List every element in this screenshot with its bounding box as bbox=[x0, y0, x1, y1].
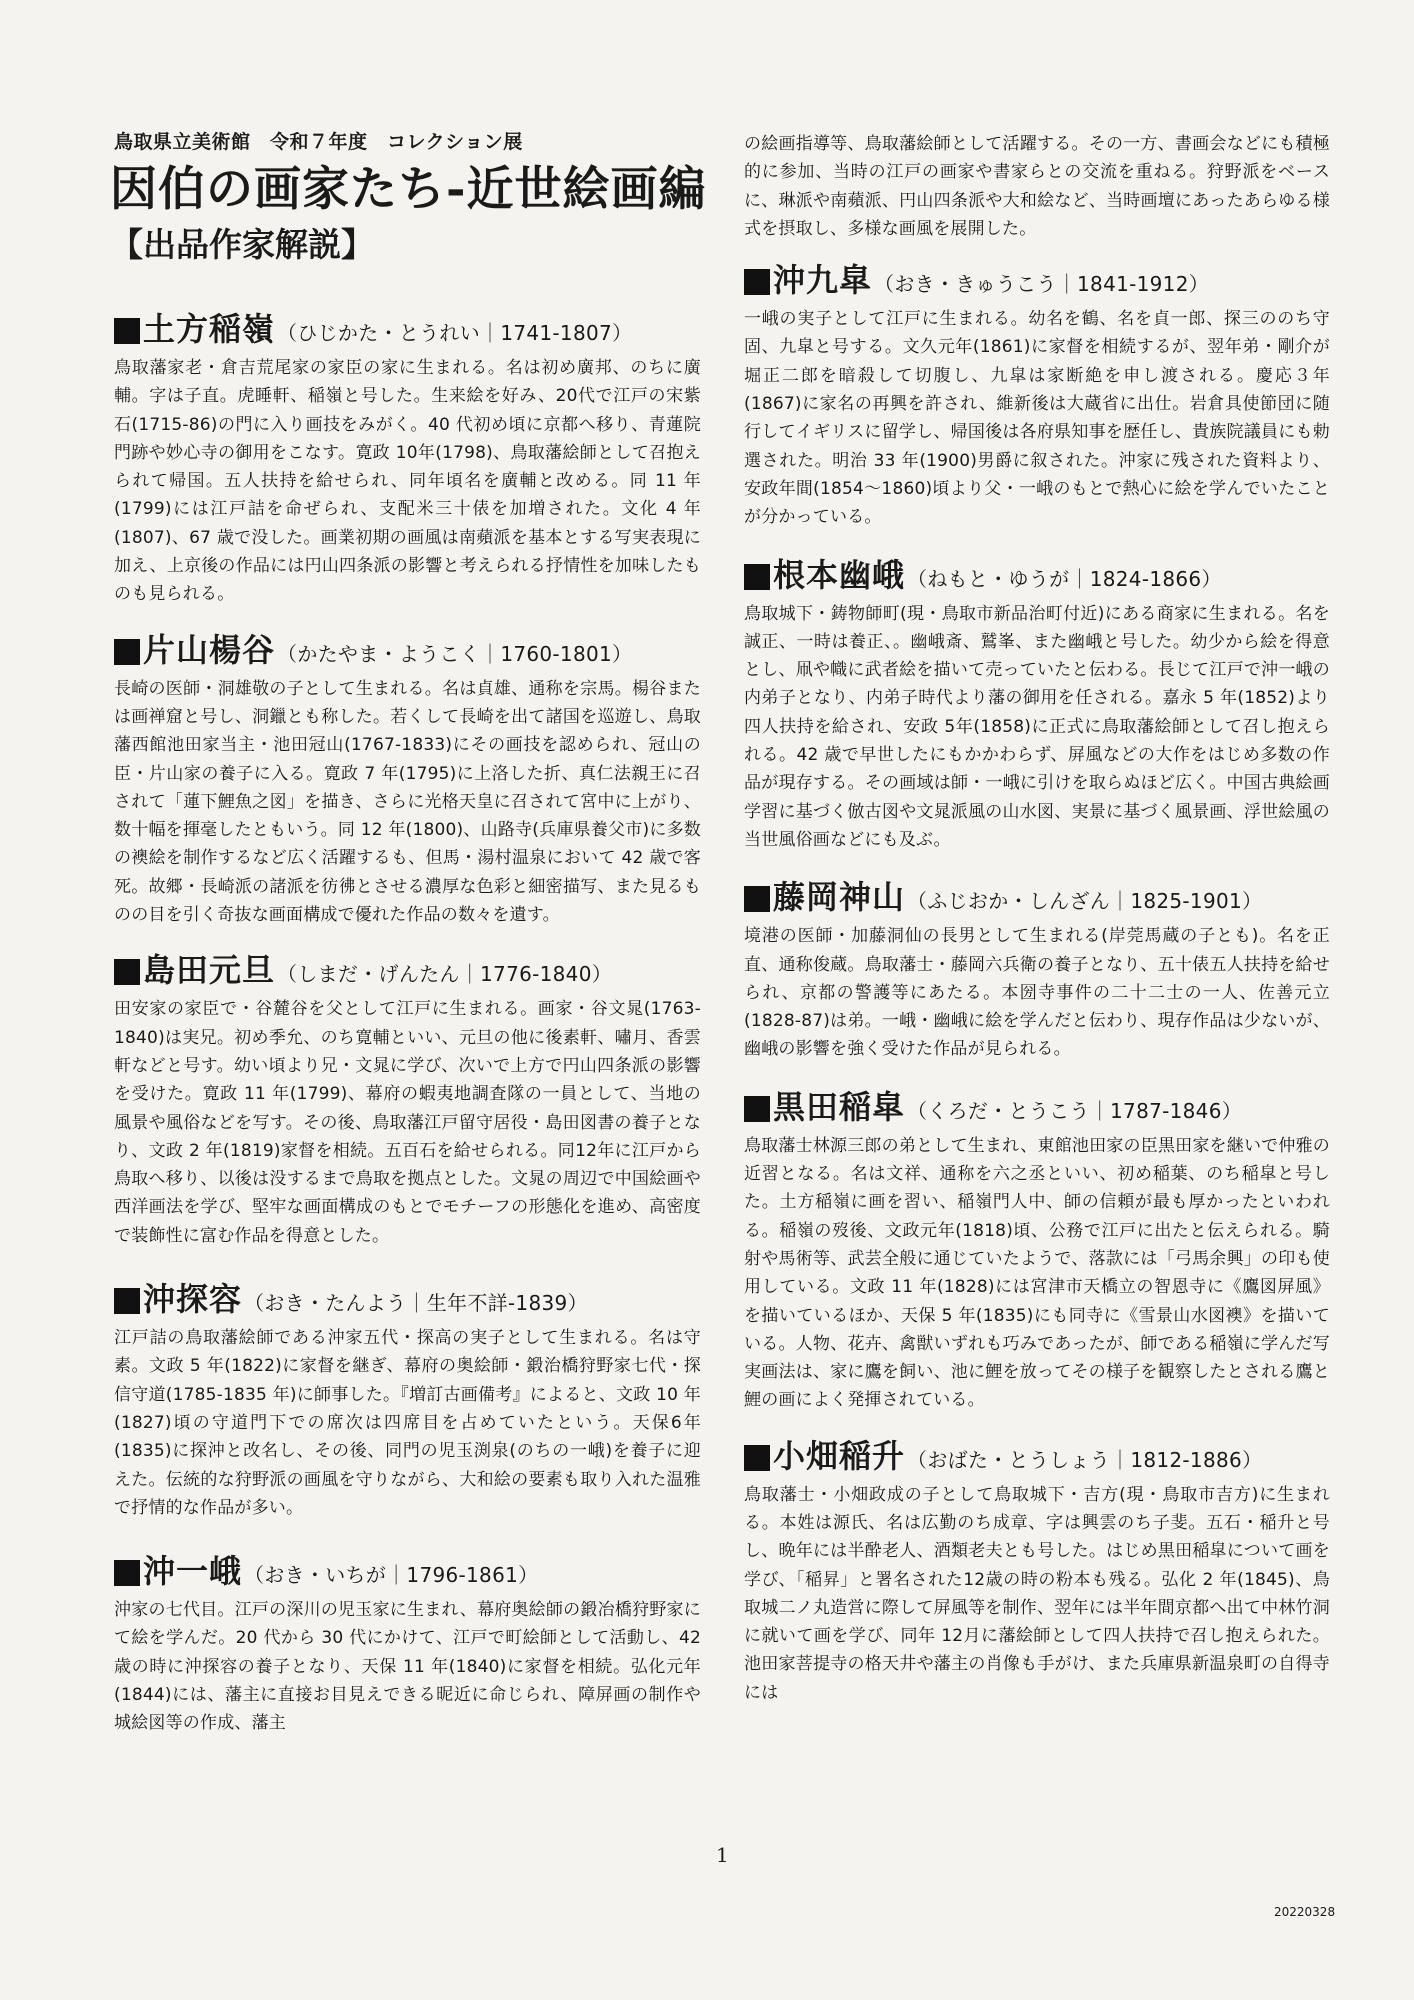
artist-bio: 一峨の実子として江戸に生まれる。幼名を鶴、名を貞一郎、探三ののち守固、九皐と号する。文久元年(1861)に家督を相続するが、翌年弟・剛介が堀正二郎を暗殺して切腹し、九皐は家断絶を申し渡される。慶応３年(1867)に家名の再興を許され、維新後は大蔵省に出仕。岩倉具使節団に随行してイギリスに留学し、帰国後は各府県知事を歴任し、貴族院議員にも勅選された。明治 33 年(1900)男爵に叙された。沖家に残された資料より、安政年間(1854～1860)頃より父・一峨のもとで熱心に絵を学んでいたことが分かっている。 bbox=[744, 309, 1330, 528]
artist-heading bbox=[744, 876, 1330, 922]
square-bullet-icon bbox=[114, 1560, 140, 1586]
artist-reading-dates: （おき・いちが｜1796-1861） bbox=[244, 1563, 539, 1588]
continued-bio-oki-ichiga: の絵画指導等、鳥取藩絵師として活躍する。その一方、書画会などにも積極的に参加、当時の江戸の画家や書家らとの交流を重ねる。狩野派をベースに、琳派や南蘋派、円山四条派や大和絵など、当時画壇にあったあらゆる様式を摂取し、多様な画風を展開した。 bbox=[744, 134, 1330, 239]
artist-name: 土方稲嶺 bbox=[143, 310, 276, 348]
artist-entry-nemoto-yuga bbox=[744, 554, 1330, 855]
artist-reading-dates: （しまだ・げんたん｜1776-1840） bbox=[277, 962, 613, 987]
artist-heading bbox=[114, 308, 701, 354]
org-line: 鳥取県立美術館 令和７年度 コレクション展 bbox=[114, 131, 523, 153]
document-code: 20220328 bbox=[1274, 1905, 1336, 1919]
artist-heading bbox=[114, 1550, 701, 1596]
artist-reading-dates: （かたやま・ようこく｜1760-1801） bbox=[277, 641, 633, 666]
square-bullet-icon bbox=[744, 269, 770, 295]
square-bullet-icon bbox=[744, 886, 770, 912]
artist-entry-shimada-gentan bbox=[114, 949, 701, 1250]
artist-heading bbox=[744, 1086, 1330, 1132]
artist-heading bbox=[744, 1435, 1330, 1481]
square-bullet-icon bbox=[114, 318, 140, 344]
artist-heading bbox=[744, 554, 1330, 600]
page-number: 1 bbox=[716, 1843, 729, 1867]
artist-bio: 鳥取藩士林源三郎の弟として生まれ、東館池田家の臣黒田家を継いで仲雅の近習となる。名は文祥、通称を六之丞といい、初め稲葉、のち稲皐と号した。土方稲嶺に画を習い、稲嶺門人中、師の信頼が最も厚かったといわれる。稲嶺の歿後、文政元年(1818)頃、公務で江戸に出たと伝えられる。騎射や馬術等、武芸全般に通じていたようで、落款には「弓馬余興」の印も使用している。文政 11 年(1828)には宮津市天橋立の智恩寺に《鷹図屏風》を描いているほか、天保 5 年(1835)にも同寺に《雪景山水図襖》を描いている。人物、花卉、禽獣いずれも巧みであったが、師である稲嶺に学んだ写実画法は、家に鷹を飼い、池に鯉を放ってその様子を観察したとされる鷹と鯉の画によく発揮されている。 bbox=[744, 1135, 1330, 1411]
artist-reading-dates: （ひじかた・とうれい｜1741-1807） bbox=[277, 321, 633, 345]
artist-entry-fujioka-shinzan bbox=[744, 876, 1330, 1063]
artist-reading-dates: （おばた・とうしょう｜1812-1886） bbox=[907, 1447, 1263, 1472]
artist-bio: 境港の医師・加藤洞仙の長男として生まれる(岸莞馬蔵の子とも)。名を正直、通称俊蔵。鳥取藩士・藤岡六兵衛の養子となり、五十俵五人扶持を給せられ、京都の警護等にあたる。本圀寺事件の二十二士の一人、佐善元立(1828-87)は弟。一峨・幽峨に絵を学んだと伝わり、現存作品は少ないが、幽峨の影響を強く受けた作品が見られる。 bbox=[744, 926, 1330, 1060]
square-bullet-icon bbox=[744, 1445, 770, 1471]
artist-bio: 江戸詰の鳥取藩絵師である沖家五代・探高の実子として生まれる。名は守素。文政 5 年(1822)に家督を継ぎ、幕府の奥絵師・鍛治橋狩野家七代・探信守道(1785-1835 年)に師事した。『増訂古画備考』によると、文政 10 年(1827)頃の守道門下での席次は四席目を占めていたという。天保6年(1835)に探沖と改名し、その後、同門の児玉渕泉(のちの一峨)を養子に迎えた。伝統的な狩野派の画風を守りながら、大和絵の要素も取り入れた温雅で抒情的な作品が多い。 bbox=[114, 1328, 701, 1518]
artist-reading-dates: （ねもと・ゆうが｜1824-1866） bbox=[907, 566, 1222, 591]
artist-bio: 沖家の七代目。江戸の深川の児玉家に生まれ、幕府奥絵師の鍛冶橋狩野家にて絵を学んだ。20 代から 30 代にかけて、江戸で町絵師として活動し、42 歳の時に沖探容の養子となり、天保 11 年(1840)に家督を相続。弘化元年(1844)には、藩主に直接お目見えできる昵近に命じられ、障屏画の制作や城絵図等の作成、藩主 bbox=[114, 1600, 701, 1734]
artist-entry-hijikata-torei bbox=[114, 308, 701, 609]
left-column bbox=[110, 128, 707, 1738]
artist-name: 島田元旦 bbox=[143, 951, 276, 990]
artist-bio: 鳥取藩家老・倉吉荒尾家の家臣の家に生まれる。名は初め廣邦、のちに廣輔。字は子直。虎睡軒、稲嶺と号した。生来絵を好み、20代で江戸の宋紫石(1715-86)の門に入り画技をみがく。40 代初め頃に京都へ移り、青蓮院門跡や妙心寺の御用をこなす。寛政 10年(1798)、鳥取藩絵師として召抱えられて帰国。五人扶持を給せられ、同年頃名を廣輔と改める。同 11 年(1799)には江戸詰を命ぜられ、支配米三十俵を加増された。文化 4 年(1807)、67 歳で没した。画業初期の画風は南蘋派を基本とする写実表現に加え、上京後の作品には円山四条派の影響と考えられる抒情性を加味したものも見られる。 bbox=[114, 358, 701, 605]
artist-entry-obata-tosho bbox=[744, 1435, 1330, 1707]
artist-name: 根本幽峨 bbox=[773, 555, 906, 594]
artist-heading bbox=[114, 949, 701, 995]
page-subtitle: 【出品作家解説】 bbox=[110, 225, 374, 264]
page-title: 因伯の画家たち‐近世絵画編 bbox=[110, 162, 707, 217]
artist-entry-oki-tanyo bbox=[114, 1278, 701, 1522]
artist-name: 沖一峨 bbox=[143, 1552, 243, 1591]
artist-name: 藤岡神山 bbox=[773, 878, 906, 917]
artist-entry-oki-kyuko bbox=[744, 259, 1330, 531]
artist-name: 黒田稲皐 bbox=[773, 1087, 906, 1126]
square-bullet-icon bbox=[744, 1096, 770, 1122]
artist-heading bbox=[744, 259, 1330, 305]
artist-entry-katayama-yokoku bbox=[114, 629, 701, 930]
square-bullet-icon bbox=[114, 959, 140, 985]
artist-name: 片山楊谷 bbox=[143, 630, 276, 669]
artist-bio: 長崎の医師・洞雄敬の子として生まれる。名は貞雄、通称を宗馬。楊谷または画禅窟と号し、洞鑞とも称した。若くして長崎を出て諸国を巡遊し、鳥取藩西館池田家当主・池田冠山(1767-1833)にその画技を認められ、冠山の臣・片山家の養子に入る。寛政 7 年(1795)に上洛した折、真仁法親王に召されて「蓮下鯉魚之図」を描き、さらに光格天皇に召されて宮中に上がり、数十幅を揮毫したともいう。同 12 年(1800)、山路寺(兵庫県養父市)に多数の襖絵を制作するなど広く活躍するも、但馬・湯村温泉において 42 歳で客死。故郷・長崎派の諸派を彷彿とさせる濃厚な色彩と細密描写、また見るものの目を引く奇抜な画面構成で優れた作品の数々を遺す。 bbox=[114, 678, 701, 926]
artist-name: 小畑稲升 bbox=[773, 1436, 906, 1475]
right-column bbox=[744, 130, 1330, 1707]
square-bullet-icon bbox=[114, 1288, 140, 1314]
artist-entry-kuroda-toko bbox=[744, 1086, 1330, 1415]
artist-reading-dates: （ふじおか・しんざん｜1825-1901） bbox=[907, 889, 1263, 914]
artist-bio: 鳥取藩士・小畑政成の子として鳥取城下・吉方(現・鳥取市吉方)に生まれる。本姓は源氏、名は広勤のち成章、字は興雲のち子斐。五石・稲升と号し、晩年には半酔老人、酒類老夫とも号した。はじめ黒田稲皐について画を学び、「稲昇」と署名された12歳の時の粉本も残る。弘化 2 年(1845)、鳥取城二ノ丸造営に際して屏風等を制作、翌年には半年間京都へ出て中林竹洞に就いて画を学び、同年 12月に藩絵師として四人扶持で召し抱えられた。池田家菩提寺の格天井や藩主の肖像も手がけ、また兵庫県新温泉町の自得寺には bbox=[744, 1484, 1330, 1703]
artist-reading-dates: （おき・たんよう｜生年不詳-1839） bbox=[244, 1291, 588, 1316]
artist-heading bbox=[114, 1278, 701, 1324]
artist-name: 沖探容 bbox=[143, 1280, 243, 1319]
artist-heading bbox=[114, 629, 701, 675]
square-bullet-icon bbox=[744, 564, 770, 590]
artist-entry-oki-ichiga bbox=[114, 1550, 701, 1737]
square-bullet-icon bbox=[114, 639, 140, 665]
artist-reading-dates: （おき・きゅうこう｜1841-1912） bbox=[874, 272, 1210, 297]
artist-bio: 田安家の家臣で・谷麓谷を父として江戸に生まれる。画家・谷文晁(1763-1840)は実兄。初め季允、のち寛輔といい、元旦の他に後素軒、嘯月、香雲軒などと号す。幼い頃より兄・文晁に学び、次いで上方で円山四条派の影響を受けた。寛政 11 年(1799)、幕府の蝦夷地調査隊の一員として、当地の風景や風俗などを写す。その後、鳥取藩江戸留守居役・島田図書の養子となり、文政 2 年(1819)家督を相続。五百石を給せられる。同12年に江戸から鳥取へ移り、以後は没するまで鳥取を拠点とした。文晁の周辺で中国絵画や西洋画法を学び、堅牢な画面構成のもとでモチーフの形態化を進め、高密度で装飾性に富む作品を得意とした。 bbox=[114, 999, 701, 1246]
artist-reading-dates: （くろだ・とうこう｜1787-1846） bbox=[907, 1098, 1243, 1123]
artist-bio: 鳥取城下・鋳物師町(現・鳥取市新品治町付近)にある商家に生まれる。名を誠正、一時は養正、。幽峨斎、鷲峯、また幽峨と号した。幼少から絵を得意とし、凧や幟に武者絵を描いて売っていたと伝わる。長じて江戸で沖一峨の内弟子となり、内弟子時代より藩の御用を任される。嘉永 5 年(1852)より四人扶持を給され、安政 5年(1858)に正式に鳥取藩絵師として召し抱えられる。42 歳で早世したにもかかわらず、屏風などの大作をはじめ多数の作品が現存する。その画域は師・一峨に引けを取らぬほど広く。中国古典絵画学習に基づく倣古図や文晁派風の山水図、実景に基づく風景画、浮世絵風の当世風俗画などにも及ぶ。 bbox=[744, 603, 1330, 850]
artist-name: 沖九皐 bbox=[773, 261, 873, 300]
